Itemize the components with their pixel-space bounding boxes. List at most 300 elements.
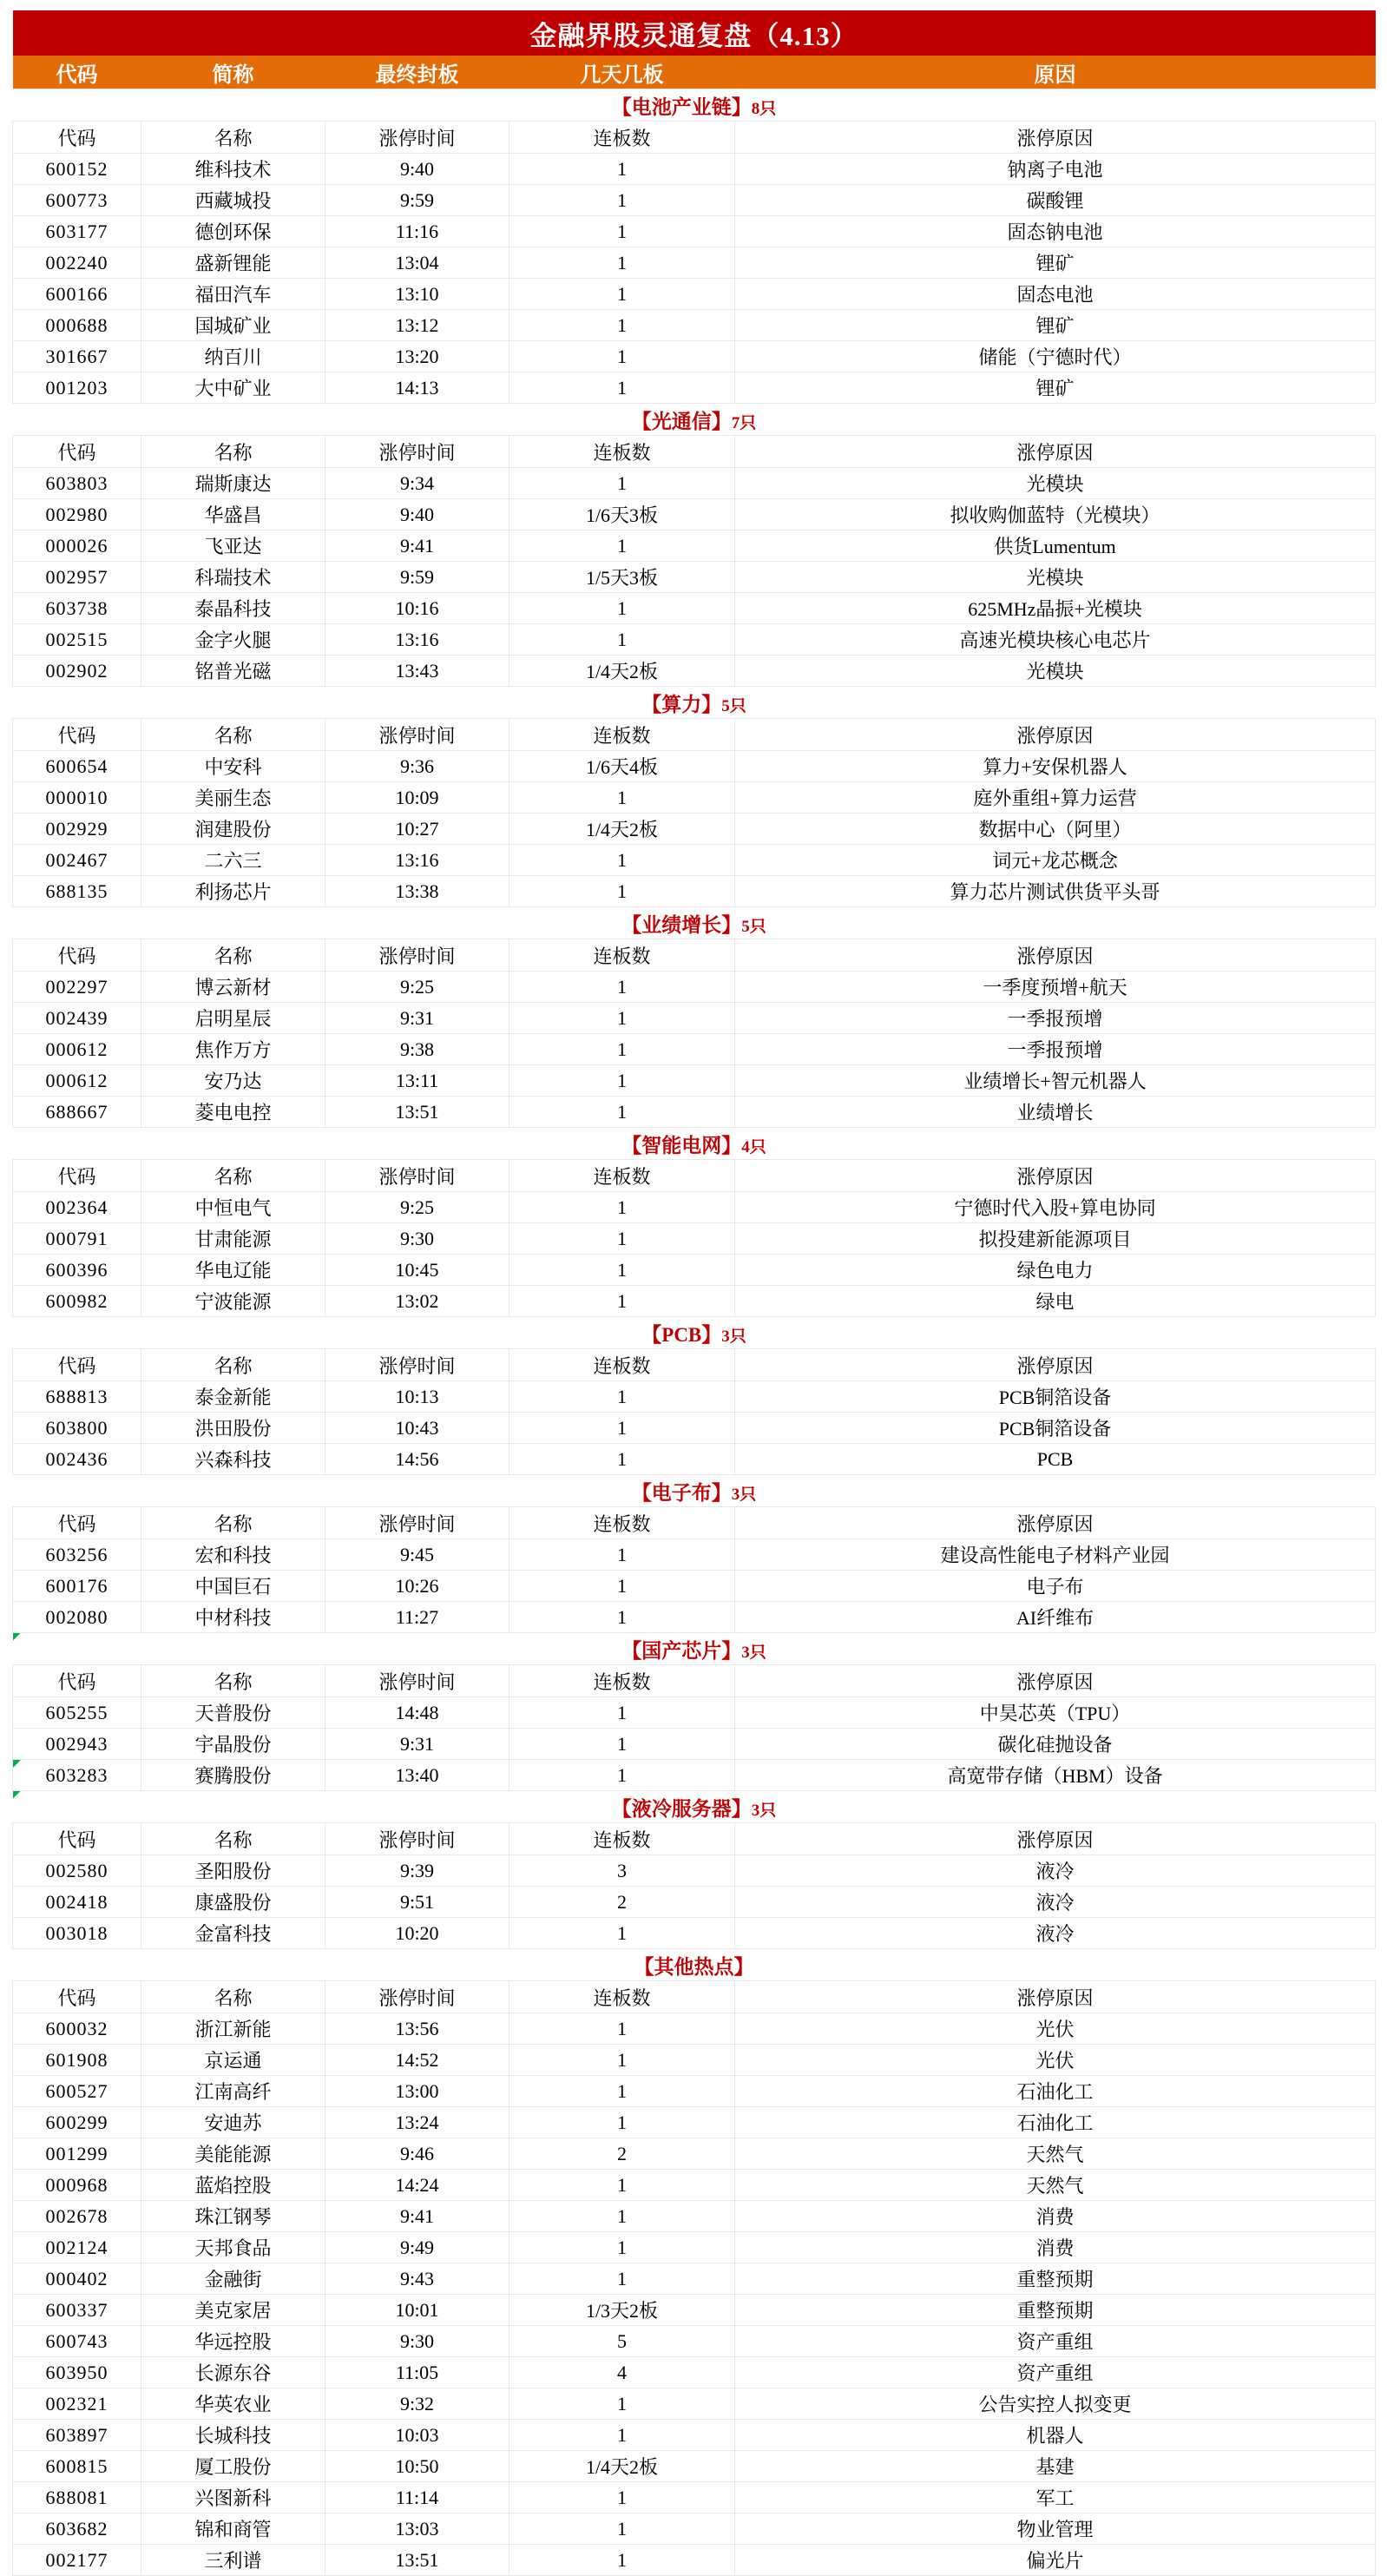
table-row[interactable]: [13, 2357, 1376, 2388]
limit-up-reason: 中昊芯英（TPU）: [735, 1697, 1376, 1729]
stock-code: 600299: [13, 2107, 141, 2138]
limit-up-reason: 绿色电力: [735, 1255, 1376, 1286]
limit-up-reason: 基建: [735, 2451, 1376, 2482]
consecutive-boards: 1: [509, 1602, 735, 1633]
limit-up-time: 9:36: [325, 751, 509, 782]
limit-up-time: 9:40: [325, 154, 509, 185]
section-title: [13, 1633, 1376, 1665]
stock-name: 盛新锂能: [141, 247, 325, 279]
consecutive-boards: 1: [509, 216, 735, 247]
limit-up-reason: 拟收购伽蓝特（光模块）: [735, 499, 1376, 530]
column-header: 简称: [141, 56, 325, 89]
table-row[interactable]: [13, 1065, 1376, 1097]
section-title: [13, 404, 1376, 436]
table-row[interactable]: [13, 216, 1376, 247]
sub-column-header: 代码: [13, 1981, 141, 2013]
sub-column-header: 涨停时间: [325, 1349, 509, 1381]
limit-up-time: 9:30: [325, 1223, 509, 1255]
stock-name: 兴图新科: [141, 2482, 325, 2513]
section-label: 【算力】: [641, 693, 722, 715]
section-label: 【电池产业链】: [611, 96, 752, 118]
section-header-row: [13, 1791, 1376, 1823]
consecutive-boards: 1: [509, 2545, 735, 2576]
stock-name: 金融街: [141, 2263, 325, 2295]
limit-up-reason: 光模块: [735, 656, 1376, 687]
sub-column-header: 代码: [13, 1507, 141, 1539]
column-header: 原因: [735, 56, 1376, 89]
limit-up-time: 13:00: [325, 2076, 509, 2107]
table-row[interactable]: [13, 2295, 1376, 2326]
consecutive-boards: 1: [509, 1286, 735, 1317]
table-row[interactable]: [13, 247, 1376, 279]
limit-up-reason: 物业管理: [735, 2513, 1376, 2545]
stock-name: 兴森科技: [141, 1444, 325, 1475]
consecutive-boards: 1: [509, 310, 735, 341]
stock-name: 国城矿业: [141, 310, 325, 341]
limit-up-time: 14:52: [325, 2045, 509, 2076]
limit-up-time: 14:13: [325, 372, 509, 404]
consecutive-boards: 1: [509, 972, 735, 1003]
limit-up-reason: 石油化工: [735, 2107, 1376, 2138]
section-column-header-row: [13, 1823, 1376, 1855]
stock-name: 厦工股份: [141, 2451, 325, 2482]
section-header-row: [13, 404, 1376, 436]
consecutive-boards: 1: [509, 1223, 735, 1255]
stock-code: 002678: [13, 2201, 141, 2232]
review-table: [12, 10, 1376, 2576]
sub-column-header: 名称: [141, 1823, 325, 1855]
limit-up-time: 9:34: [325, 468, 509, 499]
sub-column-header: 涨停原因: [735, 1507, 1376, 1539]
table-row[interactable]: [13, 1223, 1376, 1255]
table-row[interactable]: [13, 1255, 1376, 1286]
sub-column-header: 连板数: [509, 719, 735, 751]
limit-up-reason: 机器人: [735, 2420, 1376, 2451]
stock-code: 600773: [13, 185, 141, 216]
stock-name: 德创环保: [141, 216, 325, 247]
table-row[interactable]: [13, 1003, 1376, 1034]
sub-column-header: 涨停时间: [325, 1981, 509, 2013]
stock-name: 飞亚达: [141, 530, 325, 562]
sub-column-header: 连板数: [509, 939, 735, 972]
consecutive-boards: 2: [509, 2138, 735, 2170]
stock-code: 600396: [13, 1255, 141, 1286]
stock-name: 天邦食品: [141, 2232, 325, 2263]
section-count: 8只: [751, 99, 777, 118]
sub-column-header: 涨停时间: [325, 1160, 509, 1192]
sub-column-header: 连板数: [509, 1349, 735, 1381]
stock-name: 三利谱: [141, 2545, 325, 2576]
consecutive-boards: 1: [509, 1034, 735, 1065]
section-count: 4只: [741, 1137, 766, 1156]
consecutive-boards: 1/5天3板: [509, 562, 735, 593]
table-row[interactable]: [13, 2263, 1376, 2295]
limit-up-time: 9:40: [325, 499, 509, 530]
stock-name: 维科技术: [141, 154, 325, 185]
sub-column-header: 涨停原因: [735, 1349, 1376, 1381]
sub-column-header: 名称: [141, 1507, 325, 1539]
stock-name: 福田汽车: [141, 279, 325, 310]
consecutive-boards: 1: [509, 845, 735, 876]
stock-code: 600815: [13, 2451, 141, 2482]
sub-column-header: 名称: [141, 1349, 325, 1381]
section-title: [13, 1475, 1376, 1507]
section-title: [13, 1791, 1376, 1823]
limit-up-time: 9:31: [325, 1729, 509, 1760]
stock-code: 000612: [13, 1065, 141, 1097]
limit-up-time: 10:09: [325, 782, 509, 814]
table-row[interactable]: [13, 185, 1376, 216]
table-row[interactable]: [13, 562, 1376, 593]
table-row[interactable]: [13, 751, 1376, 782]
table-row[interactable]: [13, 2201, 1376, 2232]
limit-up-reason: AI纤维布: [735, 1602, 1376, 1633]
consecutive-boards: 1/4天2板: [509, 2451, 735, 2482]
table-row[interactable]: [13, 624, 1376, 656]
limit-up-time: 9:43: [325, 2263, 509, 2295]
limit-up-time: 9:46: [325, 2138, 509, 2170]
stock-name: 华盛昌: [141, 499, 325, 530]
limit-up-time: 13:24: [325, 2107, 509, 2138]
section-header-row: [13, 1949, 1376, 1981]
consecutive-boards: 1: [509, 2076, 735, 2107]
stock-code: 600527: [13, 2076, 141, 2107]
limit-up-reason: 算力+安保机器人: [735, 751, 1376, 782]
limit-up-time: 11:16: [325, 216, 509, 247]
consecutive-boards: 1/3天2板: [509, 2295, 735, 2326]
limit-up-time: 13:51: [325, 2545, 509, 2576]
stock-name: 中材科技: [141, 1602, 325, 1633]
consecutive-boards: 1: [509, 2045, 735, 2076]
table-row[interactable]: [13, 1286, 1376, 1317]
stock-code: 001203: [13, 372, 141, 404]
table-row[interactable]: [13, 1192, 1376, 1223]
consecutive-boards: 1: [509, 1760, 735, 1791]
stock-code: 002321: [13, 2388, 141, 2420]
table-row[interactable]: [13, 2076, 1376, 2107]
stock-code: 000968: [13, 2170, 141, 2201]
limit-up-reason: 天然气: [735, 2138, 1376, 2170]
table-row[interactable]: [13, 2513, 1376, 2545]
stock-name: 赛腾股份: [141, 1760, 325, 1791]
stock-code: 002177: [13, 2545, 141, 2576]
table-row[interactable]: [13, 341, 1376, 372]
column-header: 几天几板: [509, 56, 735, 89]
sub-column-header: 涨停时间: [325, 719, 509, 751]
limit-up-reason: 重整预期: [735, 2263, 1376, 2295]
table-row[interactable]: [13, 1097, 1376, 1128]
consecutive-boards: 1: [509, 2013, 735, 2045]
limit-up-time: 9:38: [325, 1034, 509, 1065]
table-row[interactable]: [13, 2013, 1376, 2045]
stock-code: 000612: [13, 1034, 141, 1065]
limit-up-reason: 锂矿: [735, 372, 1376, 404]
table-row[interactable]: [13, 2545, 1376, 2576]
limit-up-reason: 高宽带存储（HBM）设备: [735, 1760, 1376, 1791]
table-row[interactable]: [13, 1413, 1376, 1444]
consecutive-boards: 1: [509, 1697, 735, 1729]
limit-up-reason: 天然气: [735, 2170, 1376, 2201]
consecutive-boards: 1/6天3板: [509, 499, 735, 530]
sub-column-header: 连板数: [509, 122, 735, 154]
limit-up-reason: 数据中心（阿里）: [735, 814, 1376, 845]
limit-up-reason: 石油化工: [735, 2076, 1376, 2107]
table-row[interactable]: [13, 876, 1376, 907]
table-row[interactable]: [13, 1381, 1376, 1413]
table-row[interactable]: [13, 1571, 1376, 1602]
table-row[interactable]: [13, 499, 1376, 530]
table-row[interactable]: [13, 2170, 1376, 2201]
table-row[interactable]: [13, 2451, 1376, 2482]
limit-up-reason: 资产重组: [735, 2357, 1376, 2388]
limit-up-reason: 固态电池: [735, 279, 1376, 310]
table-row[interactable]: [13, 2138, 1376, 2170]
section-title: [13, 1128, 1376, 1160]
table-row[interactable]: [13, 2482, 1376, 2513]
table-row[interactable]: [13, 2326, 1376, 2357]
table-row[interactable]: [13, 1539, 1376, 1571]
sub-column-header: 涨停时间: [325, 1507, 509, 1539]
sub-column-header: 代码: [13, 1823, 141, 1855]
limit-up-time: 13:11: [325, 1065, 509, 1097]
limit-up-reason: 电子布: [735, 1571, 1376, 1602]
table-row[interactable]: [13, 1855, 1376, 1887]
limit-up-reason: 重整预期: [735, 2295, 1376, 2326]
sub-column-header: 名称: [141, 1981, 325, 2013]
sub-column-header: 名称: [141, 122, 325, 154]
stock-code: 002297: [13, 972, 141, 1003]
section-column-header-row: [13, 122, 1376, 154]
stock-name: 美克家居: [141, 2295, 325, 2326]
section-label: 【智能电网】: [621, 1134, 742, 1156]
limit-up-time: 10:13: [325, 1381, 509, 1413]
section-count: 5只: [741, 917, 766, 936]
limit-up-reason: 建设高性能电子材料产业园: [735, 1539, 1376, 1571]
consecutive-boards: 1: [509, 876, 735, 907]
limit-up-time: 9:59: [325, 562, 509, 593]
sub-column-header: 涨停原因: [735, 436, 1376, 468]
stock-name: 华电辽能: [141, 1255, 325, 1286]
table-row[interactable]: [13, 2107, 1376, 2138]
consecutive-boards: 1: [509, 185, 735, 216]
table-row[interactable]: [13, 2045, 1376, 2076]
sub-column-header: 涨停时间: [325, 939, 509, 972]
consecutive-boards: 1: [509, 1003, 735, 1034]
limit-up-reason: 光伏: [735, 2013, 1376, 2045]
table-row[interactable]: [13, 782, 1376, 814]
section-label: 【其他热点】: [634, 1955, 754, 1978]
table-row[interactable]: [13, 154, 1376, 185]
limit-up-reason: 液冷: [735, 1887, 1376, 1918]
consecutive-boards: 1: [509, 1729, 735, 1760]
limit-up-time: 10:27: [325, 814, 509, 845]
section-column-header-row: [13, 939, 1376, 972]
section-column-header-row: [13, 1349, 1376, 1381]
table-row[interactable]: [13, 468, 1376, 499]
table-row[interactable]: [13, 2388, 1376, 2420]
limit-up-time: 9:41: [325, 530, 509, 562]
stock-name: 科瑞技术: [141, 562, 325, 593]
table-row[interactable]: [13, 1729, 1376, 1760]
stock-code: 000402: [13, 2263, 141, 2295]
table-row[interactable]: [13, 2420, 1376, 2451]
section-label: 【国产芯片】: [621, 1639, 742, 1662]
limit-up-reason: 光伏: [735, 2045, 1376, 2076]
stock-code: 000010: [13, 782, 141, 814]
consecutive-boards: 1: [509, 1413, 735, 1444]
sub-column-header: 涨停时间: [325, 122, 509, 154]
consecutive-boards: 1: [509, 247, 735, 279]
stock-name: 美能能源: [141, 2138, 325, 2170]
table-row[interactable]: [13, 2232, 1376, 2263]
consecutive-boards: 1/6天4板: [509, 751, 735, 782]
limit-up-reason: 固态钠电池: [735, 216, 1376, 247]
sub-column-header: 代码: [13, 1160, 141, 1192]
section-header-row: [13, 89, 1376, 122]
stock-code: 603682: [13, 2513, 141, 2545]
stock-name: 天普股份: [141, 1697, 325, 1729]
section-header-row: [13, 1317, 1376, 1349]
consecutive-boards: 1: [509, 1192, 735, 1223]
table-row[interactable]: [13, 1602, 1376, 1633]
sub-column-header: 涨停原因: [735, 1981, 1376, 2013]
limit-up-time: 9:30: [325, 2326, 509, 2357]
limit-up-time: 9:32: [325, 2388, 509, 2420]
section-title: [13, 1949, 1376, 1981]
table-row[interactable]: [13, 279, 1376, 310]
stock-name: 康盛股份: [141, 1887, 325, 1918]
stock-name: 泰金新能: [141, 1381, 325, 1413]
section-label: 【液冷服务器】: [611, 1797, 752, 1820]
stock-name: 蓝焰控股: [141, 2170, 325, 2201]
limit-up-reason: 液冷: [735, 1855, 1376, 1887]
limit-up-time: 10:50: [325, 2451, 509, 2482]
limit-up-reason: 碳化硅抛设备: [735, 1729, 1376, 1760]
stock-name: 宏和科技: [141, 1539, 325, 1571]
stock-code: 002124: [13, 2232, 141, 2263]
section-column-header-row: [13, 1665, 1376, 1697]
section-column-header-row: [13, 1160, 1376, 1192]
table-row[interactable]: [13, 1034, 1376, 1065]
stock-name: 博云新材: [141, 972, 325, 1003]
stock-name: 启明星辰: [141, 1003, 325, 1034]
sub-column-header: 名称: [141, 436, 325, 468]
limit-up-time: 11:14: [325, 2482, 509, 2513]
table-row[interactable]: [13, 972, 1376, 1003]
limit-up-reason: 高速光模块核心电芯片: [735, 624, 1376, 656]
stock-code: 603950: [13, 2357, 141, 2388]
limit-up-reason: 光模块: [735, 562, 1376, 593]
sub-column-header: 名称: [141, 1665, 325, 1697]
consecutive-boards: 1: [509, 624, 735, 656]
sub-column-header: 代码: [13, 436, 141, 468]
stock-name: 华英农业: [141, 2388, 325, 2420]
stock-code: 688081: [13, 2482, 141, 2513]
consecutive-boards: 1: [509, 372, 735, 404]
table-row[interactable]: [13, 1444, 1376, 1475]
limit-up-reason: 偏光片: [735, 2545, 1376, 2576]
limit-up-reason: 业绩增长+智元机器人: [735, 1065, 1376, 1097]
limit-up-time: 9:25: [325, 972, 509, 1003]
table-row[interactable]: [13, 372, 1376, 404]
section-label: 【光通信】: [631, 410, 732, 432]
section-count: 3只: [731, 1485, 757, 1504]
stock-name: 安乃达: [141, 1065, 325, 1097]
stock-name: 焦作万方: [141, 1034, 325, 1065]
consecutive-boards: 1: [509, 2420, 735, 2451]
limit-up-time: 9:51: [325, 1887, 509, 1918]
limit-up-reason: 一季报预增: [735, 1003, 1376, 1034]
stock-code: 603283: [13, 1760, 141, 1791]
stock-name: 大中矿业: [141, 372, 325, 404]
stock-name: 浙江新能: [141, 2013, 325, 2045]
sub-column-header: 涨停原因: [735, 1823, 1376, 1855]
column-header: 代码: [13, 56, 141, 89]
limit-up-time: 9:49: [325, 2232, 509, 2263]
stock-name: 洪田股份: [141, 1413, 325, 1444]
stock-code: 600152: [13, 154, 141, 185]
sub-column-header: 代码: [13, 1349, 141, 1381]
sub-column-header: 连板数: [509, 1160, 735, 1192]
limit-up-reason: 储能（宁德时代）: [735, 341, 1376, 372]
stock-code: 000791: [13, 1223, 141, 1255]
sub-column-header: 代码: [13, 1665, 141, 1697]
table-row[interactable]: [13, 845, 1376, 876]
limit-up-reason: 625MHz晶振+光模块: [735, 593, 1376, 624]
limit-up-reason: PCB铜箔设备: [735, 1381, 1376, 1413]
table-row[interactable]: [13, 530, 1376, 562]
table-row[interactable]: [13, 656, 1376, 687]
table-row[interactable]: [13, 1918, 1376, 1949]
section-label: 【电子布】: [631, 1481, 732, 1504]
table-row[interactable]: [13, 814, 1376, 845]
limit-up-time: 10:45: [325, 1255, 509, 1286]
stock-code: 600032: [13, 2013, 141, 2045]
section-label: 【PCB】: [641, 1323, 722, 1346]
consecutive-boards: 3: [509, 1855, 735, 1887]
stock-code: 002929: [13, 814, 141, 845]
sub-column-header: 连板数: [509, 436, 735, 468]
limit-up-reason: 算力芯片测试供货平头哥: [735, 876, 1376, 907]
section-count: 3只: [751, 1801, 777, 1820]
consecutive-boards: 4: [509, 2357, 735, 2388]
sub-column-header: 涨停原因: [735, 719, 1376, 751]
stock-code: 603897: [13, 2420, 141, 2451]
sub-column-header: 名称: [141, 719, 325, 751]
sub-column-header: 涨停时间: [325, 1823, 509, 1855]
stock-code: 600654: [13, 751, 141, 782]
stock-code: 603800: [13, 1413, 141, 1444]
sub-column-header: 连板数: [509, 1665, 735, 1697]
sub-column-header: 涨停原因: [735, 1665, 1376, 1697]
table-row[interactable]: [13, 1697, 1376, 1729]
table-row[interactable]: [13, 310, 1376, 341]
limit-up-time: 10:26: [325, 1571, 509, 1602]
consecutive-boards: 1/4天2板: [509, 814, 735, 845]
section-label: 【业绩增长】: [621, 913, 742, 936]
table-row[interactable]: [13, 1887, 1376, 1918]
stock-code: 001299: [13, 2138, 141, 2170]
stock-name: 江南高纤: [141, 2076, 325, 2107]
table-row[interactable]: [13, 593, 1376, 624]
sub-column-header: 涨停时间: [325, 1665, 509, 1697]
stock-name: 安迪苏: [141, 2107, 325, 2138]
stock-code: 600337: [13, 2295, 141, 2326]
stock-name: 西藏城投: [141, 185, 325, 216]
stock-code: 002580: [13, 1855, 141, 1887]
table-row[interactable]: [13, 1760, 1376, 1791]
stock-name: 京运通: [141, 2045, 325, 2076]
